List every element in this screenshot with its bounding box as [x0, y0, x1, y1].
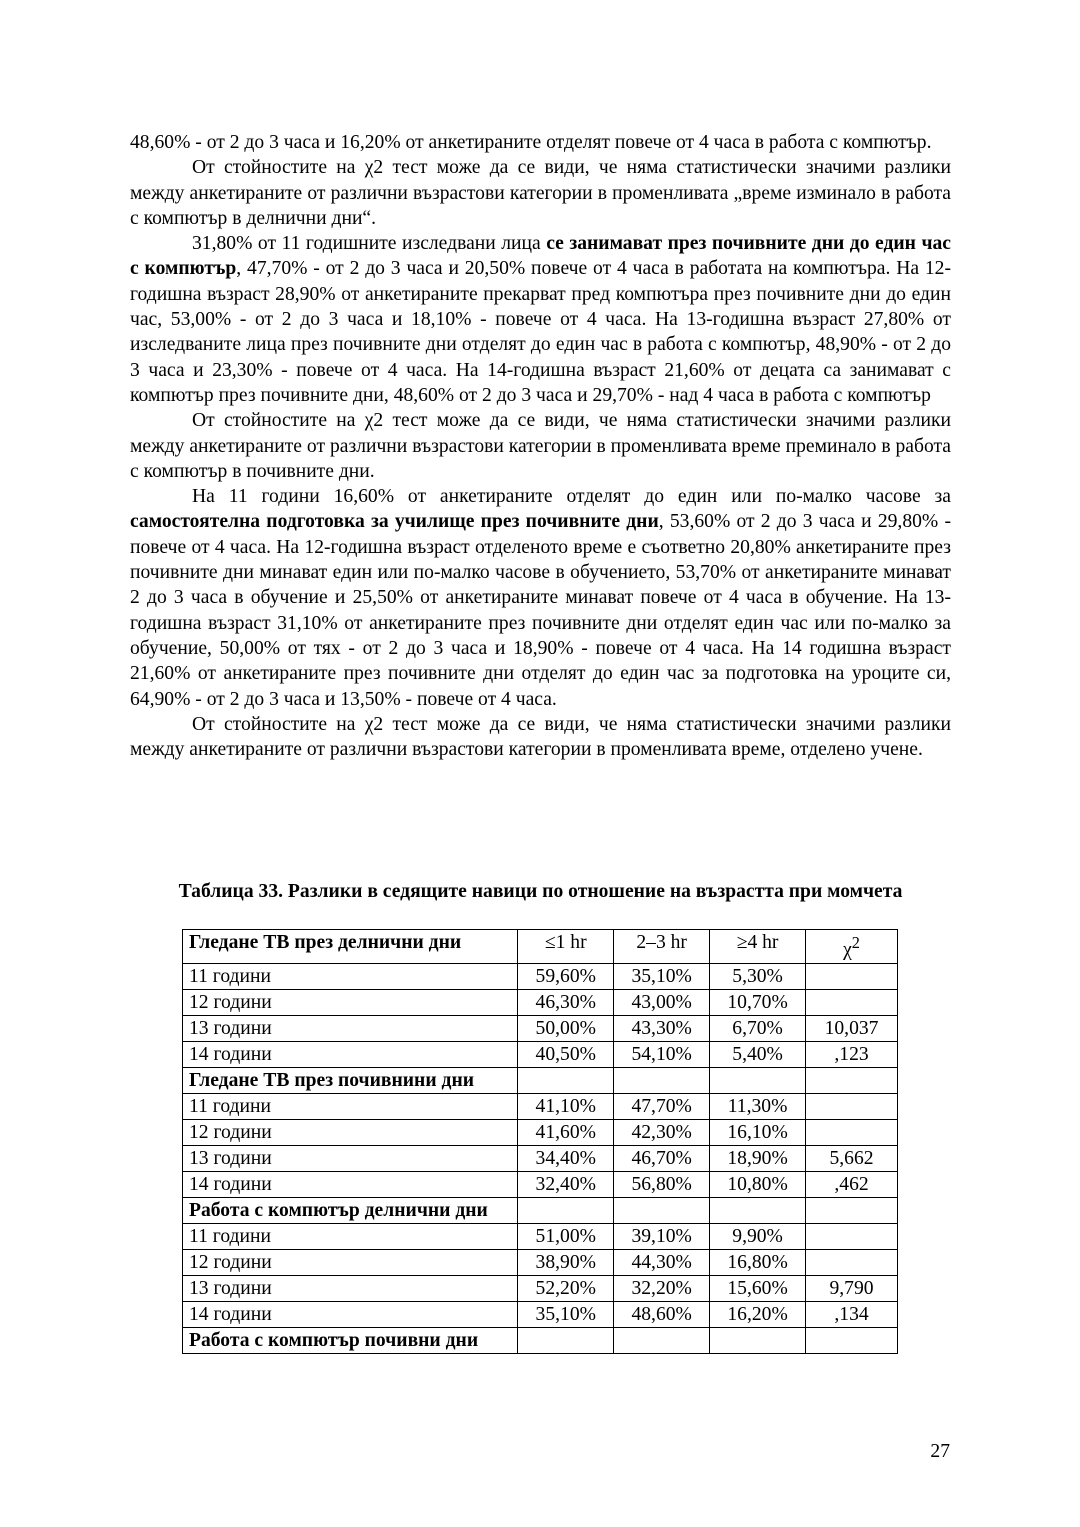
- cell-2-3hr: 56,80%: [614, 1171, 710, 1197]
- cell-le1hr: 38,90%: [518, 1249, 614, 1275]
- cell-ge4hr: 16,10%: [710, 1119, 806, 1145]
- row-age: 13 години: [183, 1145, 518, 1171]
- table-row: [183, 1275, 898, 1301]
- table-row: [183, 1041, 898, 1067]
- table-row: [183, 1119, 898, 1145]
- table-row: [183, 1301, 898, 1327]
- row-age: 12 години: [183, 1119, 518, 1145]
- cell-chi: 9,790: [806, 1275, 898, 1301]
- paragraph-6: От стойностите на χ2 тест може да се види, че няма статистически значими разлики между анкетираните от различни възрастови категории в променливата време, отделено учене.: [130, 713, 951, 761]
- section-title-tv-weekend: Гледане ТВ през почивнини дни: [183, 1067, 518, 1093]
- cell-2-3hr: 32,20%: [614, 1275, 710, 1301]
- table-section-row: [183, 1067, 898, 1093]
- cell-chi: 5,662: [806, 1145, 898, 1171]
- paragraph-3: [130, 231, 951, 408]
- cell-ge4hr: 15,60%: [710, 1275, 806, 1301]
- cell-ge4hr: 9,90%: [710, 1223, 806, 1249]
- cell-le1hr: 46,30%: [518, 989, 614, 1015]
- paragraph-1: 48,60% - от 2 до 3 часа и 16,20% от анкетираните отделят повече от 4 часа в работа с компютър.: [130, 132, 932, 153]
- cell-2-3hr: 43,00%: [614, 989, 710, 1015]
- cell-le1hr: 41,10%: [518, 1093, 614, 1119]
- paragraph-2: От стойностите на χ2 тест може да се види, че няма статистически значими разлики между анкетираните от различни възрастови категории в променливата „време изминало в работа с компютър в делнични дни“.: [130, 157, 951, 229]
- row-age: 14 години: [183, 1041, 518, 1067]
- cell-le1hr: 51,00%: [518, 1223, 614, 1249]
- cell-chi: ,462: [806, 1171, 898, 1197]
- cell-chi: [806, 1223, 898, 1249]
- paragraph-5-bold: самостоятелна подготовка за училище през почивните дни: [130, 511, 659, 533]
- row-age: 12 години: [183, 989, 518, 1015]
- header-ge4hr: ≥4 hr: [710, 930, 806, 964]
- row-age: 11 години: [183, 963, 518, 989]
- data-table: [182, 929, 898, 1354]
- header-label: Гледане ТВ през делнични дни: [183, 930, 518, 964]
- cell-ge4hr: 6,70%: [710, 1015, 806, 1041]
- table-caption: Таблица 33. Разлики в седящите навици по отношение на възрастта при момчета: [178, 881, 903, 902]
- paragraph-4: От стойностите на χ2 тест може да се види, че няма статистически значими разлики между анкетираните от различни възрастови категории в променливата време преминало в работа с компютър в почивните дни.: [130, 410, 951, 482]
- cell-le1hr: 32,40%: [518, 1171, 614, 1197]
- row-age: 13 години: [183, 1015, 518, 1041]
- row-age: 13 години: [183, 1275, 518, 1301]
- cell-2-3hr: 42,30%: [614, 1119, 710, 1145]
- cell-le1hr: 52,20%: [518, 1275, 614, 1301]
- cell-2-3hr: 39,10%: [614, 1223, 710, 1249]
- header-chi-square: [806, 930, 898, 964]
- paragraph-5-end: , 53,60% от 2 до 3 часа и 29,80% - повече от 4 часа. На 12-годишна възраст отделеното време е съответно 20,80% анкетираните през почивните дни минават един или по-малко часове в обучението, 53,70% от анкетираните минават 2 до 3 часа в обучение и 25,50% от анкетираните минават повече от 4 часа в обучение. На 13-годишна възраст 31,10% от анкетираните през почивните дни отделят един час или по-малко за обучение, 50,00% от тях - от 2 до 3 часа и 18,90% - повече от 4 часа. На 14 годишна възраст 21,60% от анкетираните през почивните дни отделят до един час за подготовка на уроците си, 64,90% - от 2 до 3 часа и 13,50% - повече от 4 часа.: [130, 511, 951, 710]
- table-row: [183, 1249, 898, 1275]
- cell-ge4hr: 5,30%: [710, 963, 806, 989]
- table-section-row: [183, 1327, 898, 1353]
- table-row: [183, 1145, 898, 1171]
- row-age: 11 години: [183, 1223, 518, 1249]
- cell-le1hr: 34,40%: [518, 1145, 614, 1171]
- cell-ge4hr: 16,80%: [710, 1249, 806, 1275]
- table-row: [183, 1015, 898, 1041]
- table-row: [183, 963, 898, 989]
- cell-2-3hr: 48,60%: [614, 1301, 710, 1327]
- row-age: 14 години: [183, 1171, 518, 1197]
- cell-ge4hr: 16,20%: [710, 1301, 806, 1327]
- cell-chi: ,134: [806, 1301, 898, 1327]
- table-row: [183, 989, 898, 1015]
- cell-le1hr: 35,10%: [518, 1301, 614, 1327]
- chi-symbol: χ: [843, 939, 852, 961]
- cell-2-3hr: 46,70%: [614, 1145, 710, 1171]
- cell-chi: ,123: [806, 1041, 898, 1067]
- row-age: 11 години: [183, 1093, 518, 1119]
- paragraph-3-start: 31,80% от 11 годишните изследвани лица: [192, 233, 547, 255]
- cell-chi: [806, 1119, 898, 1145]
- cell-chi: [806, 1093, 898, 1119]
- table-row: [183, 1223, 898, 1249]
- cell-ge4hr: 10,70%: [710, 989, 806, 1015]
- cell-ge4hr: 10,80%: [710, 1171, 806, 1197]
- header-le1hr: ≤1 hr: [518, 930, 614, 964]
- cell-2-3hr: 47,70%: [614, 1093, 710, 1119]
- cell-ge4hr: 18,90%: [710, 1145, 806, 1171]
- cell-le1hr: 40,50%: [518, 1041, 614, 1067]
- cell-2-3hr: 44,30%: [614, 1249, 710, 1275]
- cell-chi: [806, 963, 898, 989]
- paragraph-5-start: На 11 години 16,60% от анкетираните отделят до един или по-малко часове за: [192, 486, 951, 508]
- table-section-row: [183, 1197, 898, 1223]
- page-number: 27: [930, 1441, 950, 1462]
- paragraph-3-bold: се занимават през почивните дни до един час с компютър: [130, 233, 951, 280]
- cell-2-3hr: 43,30%: [614, 1015, 710, 1041]
- table-row: [183, 1171, 898, 1197]
- chi-superscript: 2: [851, 933, 860, 952]
- paragraph-3-end: , 47,70% - от 2 до 3 часа и 20,50% повече от 4 часа в работата на компютъра. На 12-годишна възраст 28,90% от анкетираните прекарват пред компютъра през почивните дни до един час, 53,00% - от 2 до 3 часа и 18,10% - повече от 4 часа. На 13-годишна възраст 27,80% от изследваните лица през почивните дни отделят до един час в работа с компютър, 48,90% - от 2 до 3 часа и 23,30% - повече от 4 часа. На 14-годишна възраст 21,60% от децата са занимават с компютър през почивните дни, 48,60% от 2 до 3 часа и 29,70% - над 4 часа в работа с компютър: [130, 258, 951, 406]
- cell-chi: [806, 989, 898, 1015]
- paragraph-5: [130, 484, 951, 712]
- body-text: [130, 130, 951, 762]
- table-row: [183, 1093, 898, 1119]
- section-title-computer-weekday: Работа с компютър делнични дни: [183, 1197, 518, 1223]
- cell-2-3hr: 35,10%: [614, 963, 710, 989]
- row-age: 14 години: [183, 1301, 518, 1327]
- section-title-computer-weekend: Работа с компютър почивни дни: [183, 1327, 518, 1353]
- cell-ge4hr: 5,40%: [710, 1041, 806, 1067]
- cell-le1hr: 59,60%: [518, 963, 614, 989]
- cell-chi: [806, 1249, 898, 1275]
- row-age: 12 години: [183, 1249, 518, 1275]
- cell-2-3hr: 54,10%: [614, 1041, 710, 1067]
- cell-le1hr: 41,60%: [518, 1119, 614, 1145]
- cell-chi: 10,037: [806, 1015, 898, 1041]
- cell-ge4hr: 11,30%: [710, 1093, 806, 1119]
- cell-le1hr: 50,00%: [518, 1015, 614, 1041]
- header-2-3hr: 2–3 hr: [614, 930, 710, 964]
- table-header-row: [183, 930, 898, 964]
